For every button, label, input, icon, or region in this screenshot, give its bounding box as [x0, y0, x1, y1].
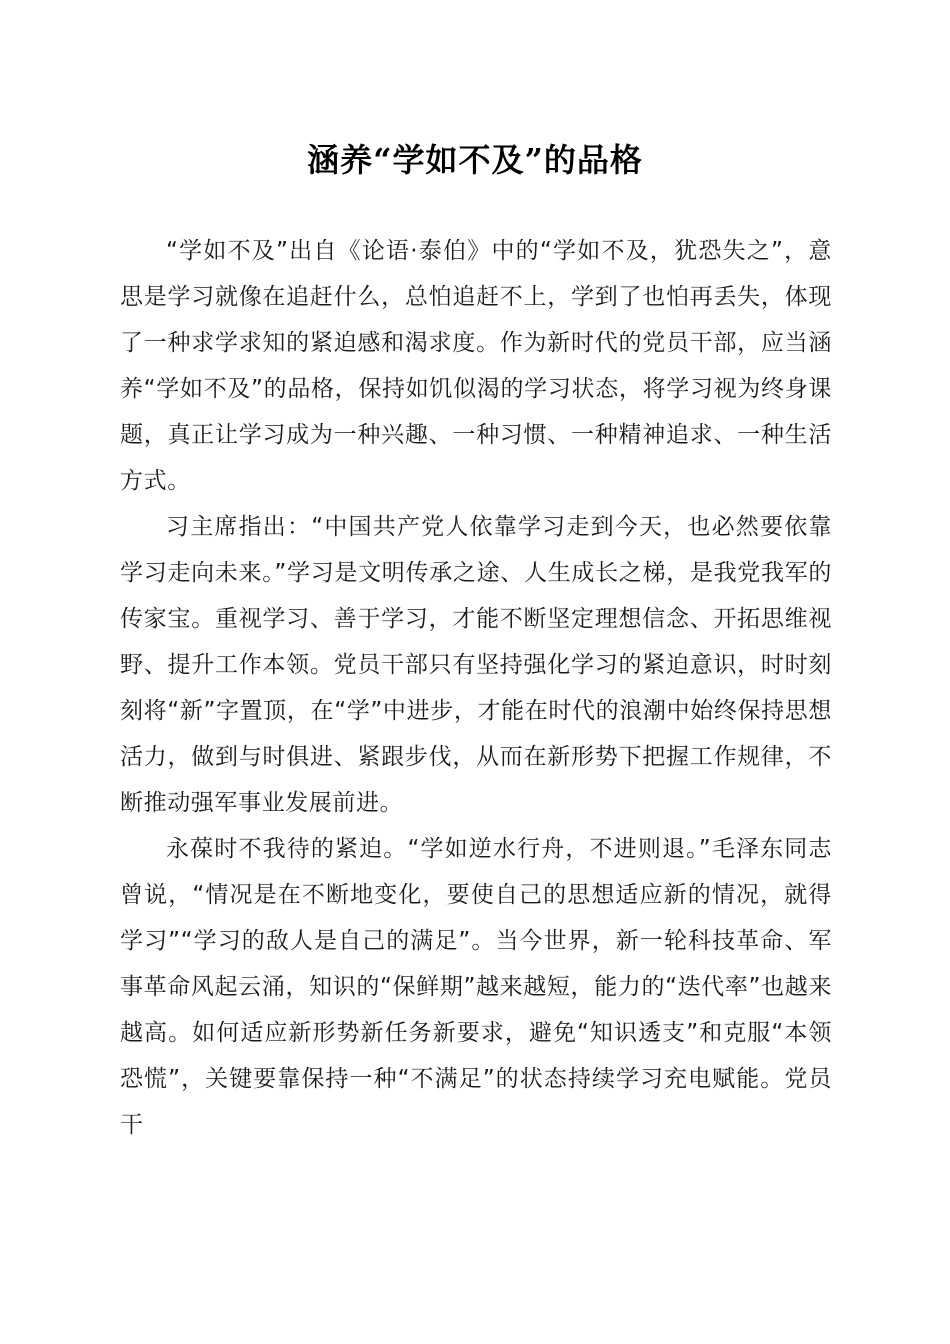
paragraph-1: “学如不及”出自《论语·泰伯》中的“学如不及，犹恐失之”，意思是学习就像在追赶什么，总怕追赶不上，学到了也怕再丢失，体现了一种求学求知的紧迫感和渴求度。作为新时代的党员干部，应当涵养“学如不及”的品格，保持如饥似渴的学习状态，将学习视为终身课题，真正让学习成为一种兴趣、一种习惯、一种精神追求、一种生活方式。: [120, 238, 832, 494]
paragraph-2: 习主席指出：“中国共产党人依靠学习走到今天，也必然要依靠学习走向未来。”学习是文明传承之途、人生成长之梯，是我党我军的传家宝。重视学习、善于学习，才能不断坚定理想信念、开拓思维视野、提升工作本领。党员干部只有坚持强化学习的紧迫意识，时时刻刻将“新”字置顶，在“学”中进步，才能在时代的浪潮中始终保持思想活力，做到与时俱进、紧跟步伐，从而在新形势下把握工作规律，不断推动强军事业发展前进。: [120, 514, 832, 816]
document-body: [120, 228, 832, 1148]
document-title: 涵养“学如不及”的品格: [307, 141, 643, 179]
paragraph-3: 永葆时不我待的紧迫。“学如逆水行舟，不进则退。”毛泽东同志曾说，“情况是在不断地变化，要使自己的思想适应新的情况，就得学习”“学习的敌人是自己的满足”。当今世界，新一轮科技革命、军事革命风起云涌，知识的“保鲜期”越来越短，能力的“迭代率”也越来越高。如何适应新形势新任务新要求，避免“知识透支”和克服“本领恐慌”，关键要靠保持一种“不满足”的状态持续学习充电赋能。党员干: [120, 836, 832, 1138]
